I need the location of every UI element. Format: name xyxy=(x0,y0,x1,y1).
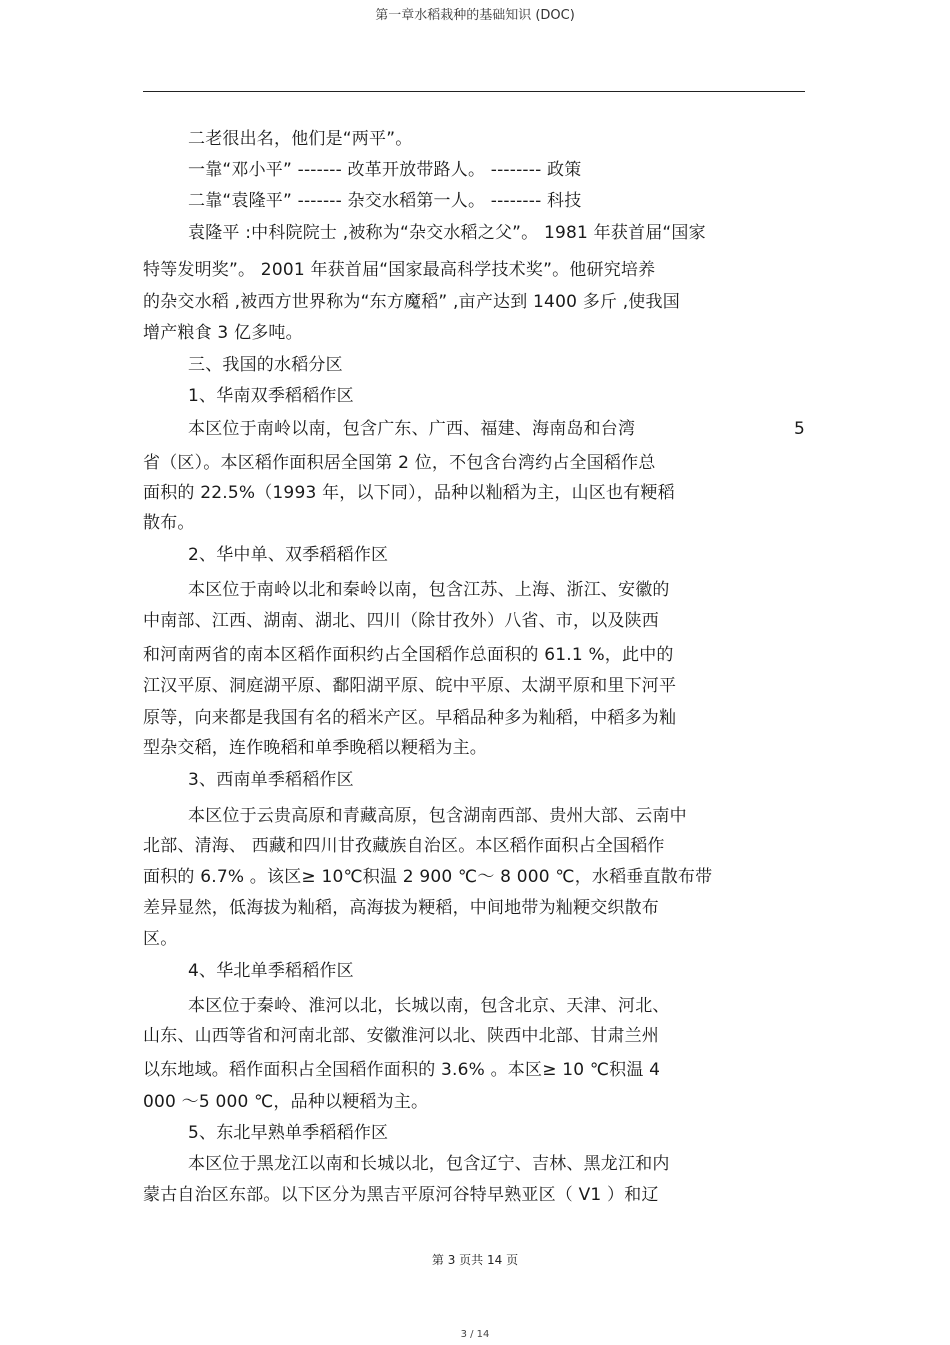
document-title: 第一章水稻栽种的基础知识 (DOC) xyxy=(375,8,575,23)
text-line: 一靠“邓小平” ------- 改革开放带路人。 -------- 政策 xyxy=(188,160,582,180)
text-line: 特等发明奖”。 2001 年获首届“国家最高科学技术奖”。他研究培养 xyxy=(143,260,656,280)
text-line: 二老很出名，他们是“两平”。 xyxy=(188,129,413,149)
text-line: 型杂交稻，连作晚稻和单季晚稻以粳稻为主。 xyxy=(143,738,487,758)
text-line: 的杂交水稻 ,被西方世界称为“东方魔稻” ,亩产达到 1400 多斤 ,使我国 xyxy=(143,292,680,312)
text-line: 本区位于黑龙江以南和长城以北，包含辽宁、吉林、黑龙江和内 xyxy=(188,1154,670,1174)
text-line: 面积的 6.7% 。该区≥ 10℃积温 2 900 ℃～ 8 000 ℃，水稻垂直散布带 xyxy=(143,867,713,887)
text-line: 中南部、江西、湖南、湖北、四川（除甘孜外）八省、市，以及陕西 xyxy=(143,611,659,631)
text-line: 本区位于云贵高原和青藏高原，包含湖南西部、贵州大部、云南中 xyxy=(188,806,687,826)
text-line: 和河南两省的南本区稻作面积约占全国稻作总面积的 61.1 %，此中的 xyxy=(143,645,674,665)
text-line: 北部、清海、 西藏和四川甘孜藏族自治区。本区稻作面积占全国稻作 xyxy=(143,836,665,856)
text-line: 本区位于秦岭、淮河以北，长城以南，包含北京、天津、河北、 xyxy=(188,996,670,1016)
text-line: 散布。 xyxy=(143,513,195,533)
text-line: 蒙古自治区东部。以下区分为黑吉平原河谷特早熟亚区（ V1 ）和辽 xyxy=(143,1185,659,1205)
text-line-fragment: 5 xyxy=(794,419,806,439)
text-line: 原等，向来都是我国有名的稻米产区。早稻品种多为籼稻，中稻多为籼 xyxy=(143,708,677,728)
text-line: 省（区）。本区稻作面积居全国第 2 位，不包含台湾约占全国稻作总 xyxy=(143,453,656,473)
text-line: 000 ～5 000 ℃，品种以粳稻为主。 xyxy=(143,1092,429,1112)
text-line: 本区位于南岭以南，包含广东、广西、福建、海南岛和台湾 xyxy=(188,419,636,439)
header-divider xyxy=(143,91,805,92)
page-counter: 3 / 14 xyxy=(460,1329,490,1340)
section-heading: 三、我国的水稻分区 xyxy=(188,355,343,375)
subsection-heading: 3、西南单季稻稻作区 xyxy=(188,770,354,790)
text-line: 江汉平原、洞庭湖平原、鄱阳湖平原、皖中平原、太湖平原和里下河平 xyxy=(143,676,677,696)
text-line: 增产粮食 3 亿多吨。 xyxy=(143,323,303,343)
text-line: 本区位于南岭以北和秦岭以南，包含江苏、上海、浙江、安徽的 xyxy=(188,580,670,600)
text-line: 二靠“袁隆平” ------- 杂交水稻第一人。 -------- 科技 xyxy=(188,191,582,211)
subsection-heading: 2、华中单、双季稻稻作区 xyxy=(188,545,389,565)
text-line: 区。 xyxy=(143,929,178,949)
subsection-heading: 1、华南双季稻稻作区 xyxy=(188,386,354,406)
text-line: 面积的 22.5%（1993 年，以下同），品种以籼稻为主，山区也有粳稻 xyxy=(143,483,675,503)
subsection-heading: 5、东北早熟单季稻稻作区 xyxy=(188,1123,389,1143)
text-line: 山东、山西等省和河南北部、安徽淮河以北、陕西中北部、甘肃兰州 xyxy=(143,1026,659,1046)
text-line: 以东地域。稻作面积占全国稻作面积的 3.6% 。本区≥ 10 ℃积温 4 xyxy=(143,1060,661,1080)
text-line: 袁隆平 :中科院院士 ,被称为“杂交水稻之父”。 1981 年获首届“国家 xyxy=(188,223,706,243)
text-line: 差异显然，低海拔为籼稻，高海拔为粳稻，中间地带为籼粳交织散布 xyxy=(143,898,659,918)
subsection-heading: 4、华北单季稻稻作区 xyxy=(188,961,354,981)
page-footer: 第 3 页共 14 页 xyxy=(431,1253,519,1267)
